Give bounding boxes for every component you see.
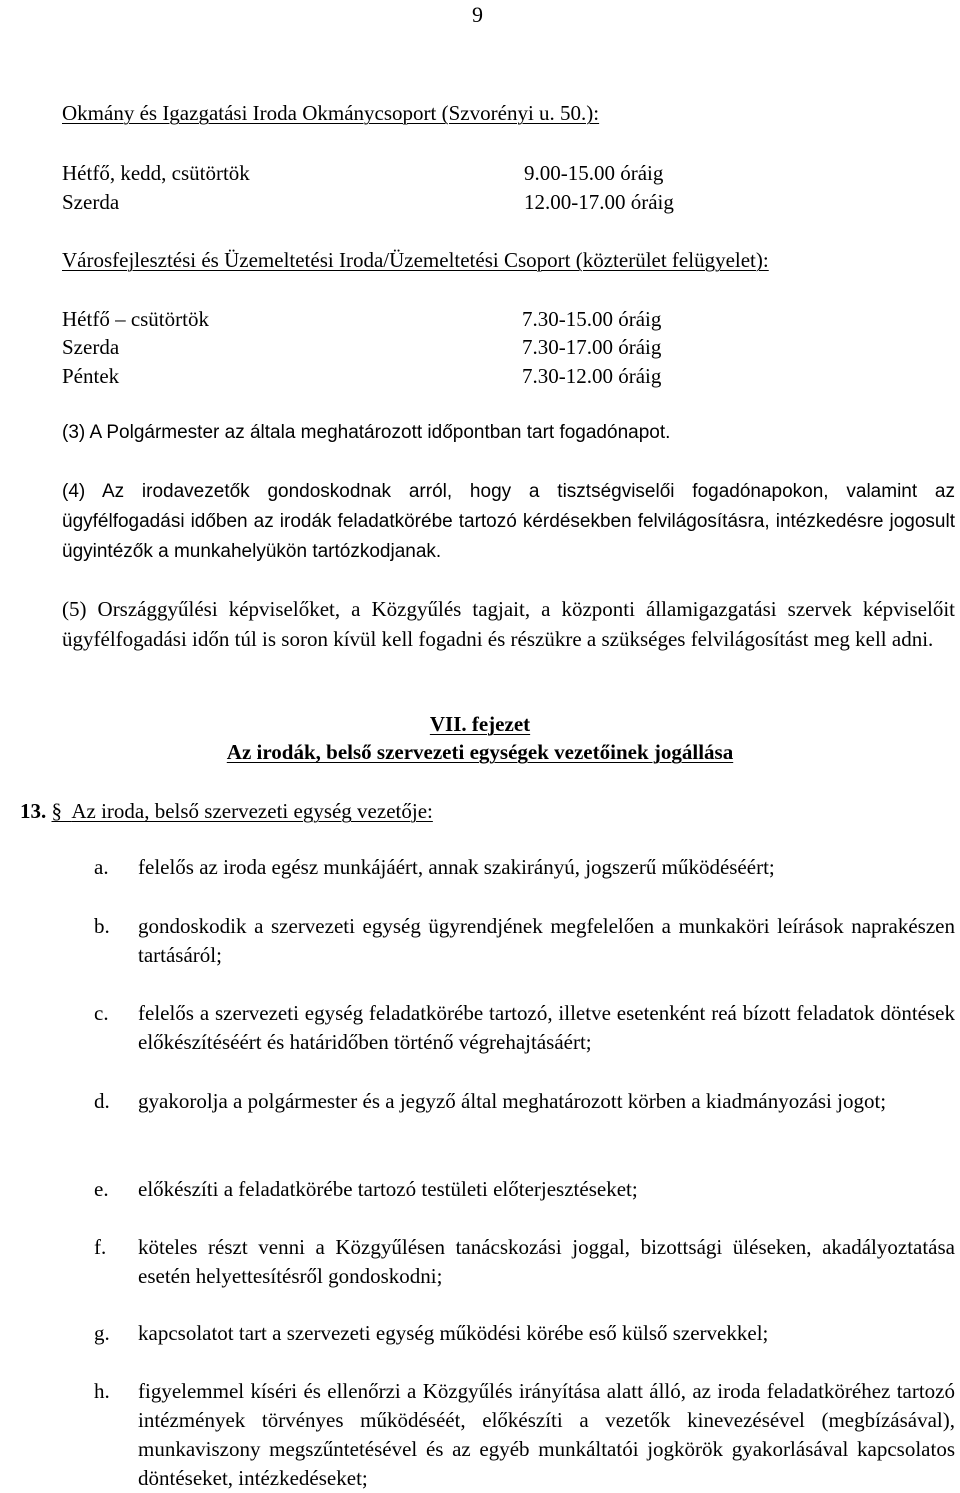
paragraph-4: (4) Az irodavezetők gondoskodnak arról, hogy a tisztségviselői fogadónapokon, valamint az ügyfélfogadási időben az irodák feladatkörébe tartozó kérdésekben felvilágosításra, intézkedésre jogosult ügyintézők a munkahelyükön tartózkodjanak. (62, 481, 955, 562)
okmany-hours-2: 12.00-17.00 óráig (524, 190, 674, 214)
okmany-heading: Okmány és Igazgatási Iroda Okmánycsoport (Szvorényi u. 50.): (62, 101, 600, 125)
paragraph-3: (3) A Polgármester az általa meghatározott időpontban tart fogadónapot. (62, 422, 671, 443)
varos-day-1: Hétfő – csütörtök (62, 307, 209, 331)
section-symbol: § (51, 799, 62, 823)
varos-hours-1: 7.30-15.00 óráig (522, 307, 662, 331)
chapter-number-text: VII. fejezet (429, 712, 531, 736)
varos-day-3: Péntek (62, 364, 120, 388)
list-item: köteles részt venni a Közgyűlésen tanácskozási joggal, bizottsági üléseken, akadályoztatása esetén helyettesítésről gondoskodni; (138, 1235, 955, 1288)
okmany-hours-1: 9.00-15.00 óráig (524, 161, 664, 185)
section-number: 13. (20, 799, 47, 823)
list-item-letter: c. (94, 1001, 109, 1025)
list-item-letter: d. (94, 1089, 110, 1113)
section-title-text: Az iroda, belső szervezeti egység vezetője: (71, 799, 433, 823)
chapter-title-text: Az irodák, belső szervezeti egységek vezetőinek jogállása (226, 740, 734, 764)
list-item-letter: f. (94, 1235, 107, 1259)
list-item: előkészíti a feladatkörébe tartozó testületi előterjesztéseket; (138, 1177, 638, 1201)
varos-day-2: Szerda (62, 335, 120, 359)
list-item: gyakorolja a polgármester és a jegyző által meghatározott körben a kiadmányozási jogot; (138, 1089, 887, 1113)
chapter-title (0, 742, 960, 763)
varos-hours-2: 7.30-17.00 óráig (522, 335, 662, 359)
list-item-letter: a. (94, 855, 109, 879)
chapter-number (0, 714, 960, 735)
list-item: kapcsolatot tart a szervezeti egység működési körébe eső külső szervekkel; (138, 1321, 769, 1345)
list-item-letter: e. (94, 1177, 109, 1201)
okmany-day-1: Hétfő, kedd, csütörtök (62, 161, 250, 185)
list-item-letter: g. (94, 1321, 110, 1345)
list-item-letter: h. (94, 1379, 110, 1403)
okmany-day-2: Szerda (62, 190, 120, 214)
varos-heading: Városfejlesztési és Üzemeltetési Iroda/Üzemeltetési Csoport (közterület felügyelet): (62, 248, 769, 272)
list-item-letter: b. (94, 914, 110, 938)
page-number: 9 (472, 2, 483, 27)
list-item: gondoskodik a szervezeti egység ügyrendjének megfelelően a munkaköri leírások naprakészen tartásáról; (138, 914, 955, 967)
varos-hours-3: 7.30-12.00 óráig (522, 364, 662, 388)
list-item: felelős az iroda egész munkájáért, annak szakirányú, jogszerű működéséért; (138, 855, 775, 879)
section-heading (20, 801, 433, 822)
paragraph-5: (5) Országgyűlési képviselőket, a Közgyűlés tagjait, a központi államigazgatási szervek képviselőit ügyfélfogadási időn túl is soron kívül kell fogadni és részükre a szükséges felvilágosítást meg kell adni. (62, 597, 955, 651)
section-title (52, 799, 433, 823)
list-item: figyelemmel kíséri és ellenőrzi a Közgyűlés irányítása alatt álló, az iroda feladatköréhez tartozó intézmények törvényes működéséét, előkészíti a vezetők kinevezésével (megbízásával), munkaviszony megszűntetésével és az egyéb munkáltatói jogkörök gyakorlásával kapcsolatos döntéseket, intézkedéseket; (138, 1379, 955, 1490)
list-item: felelős a szervezeti egység feladatkörébe tartozó, illetve esetenként reá bízott feladatok döntések előkészítéséért és határidőben történő végrehajtásáért; (138, 1001, 955, 1054)
